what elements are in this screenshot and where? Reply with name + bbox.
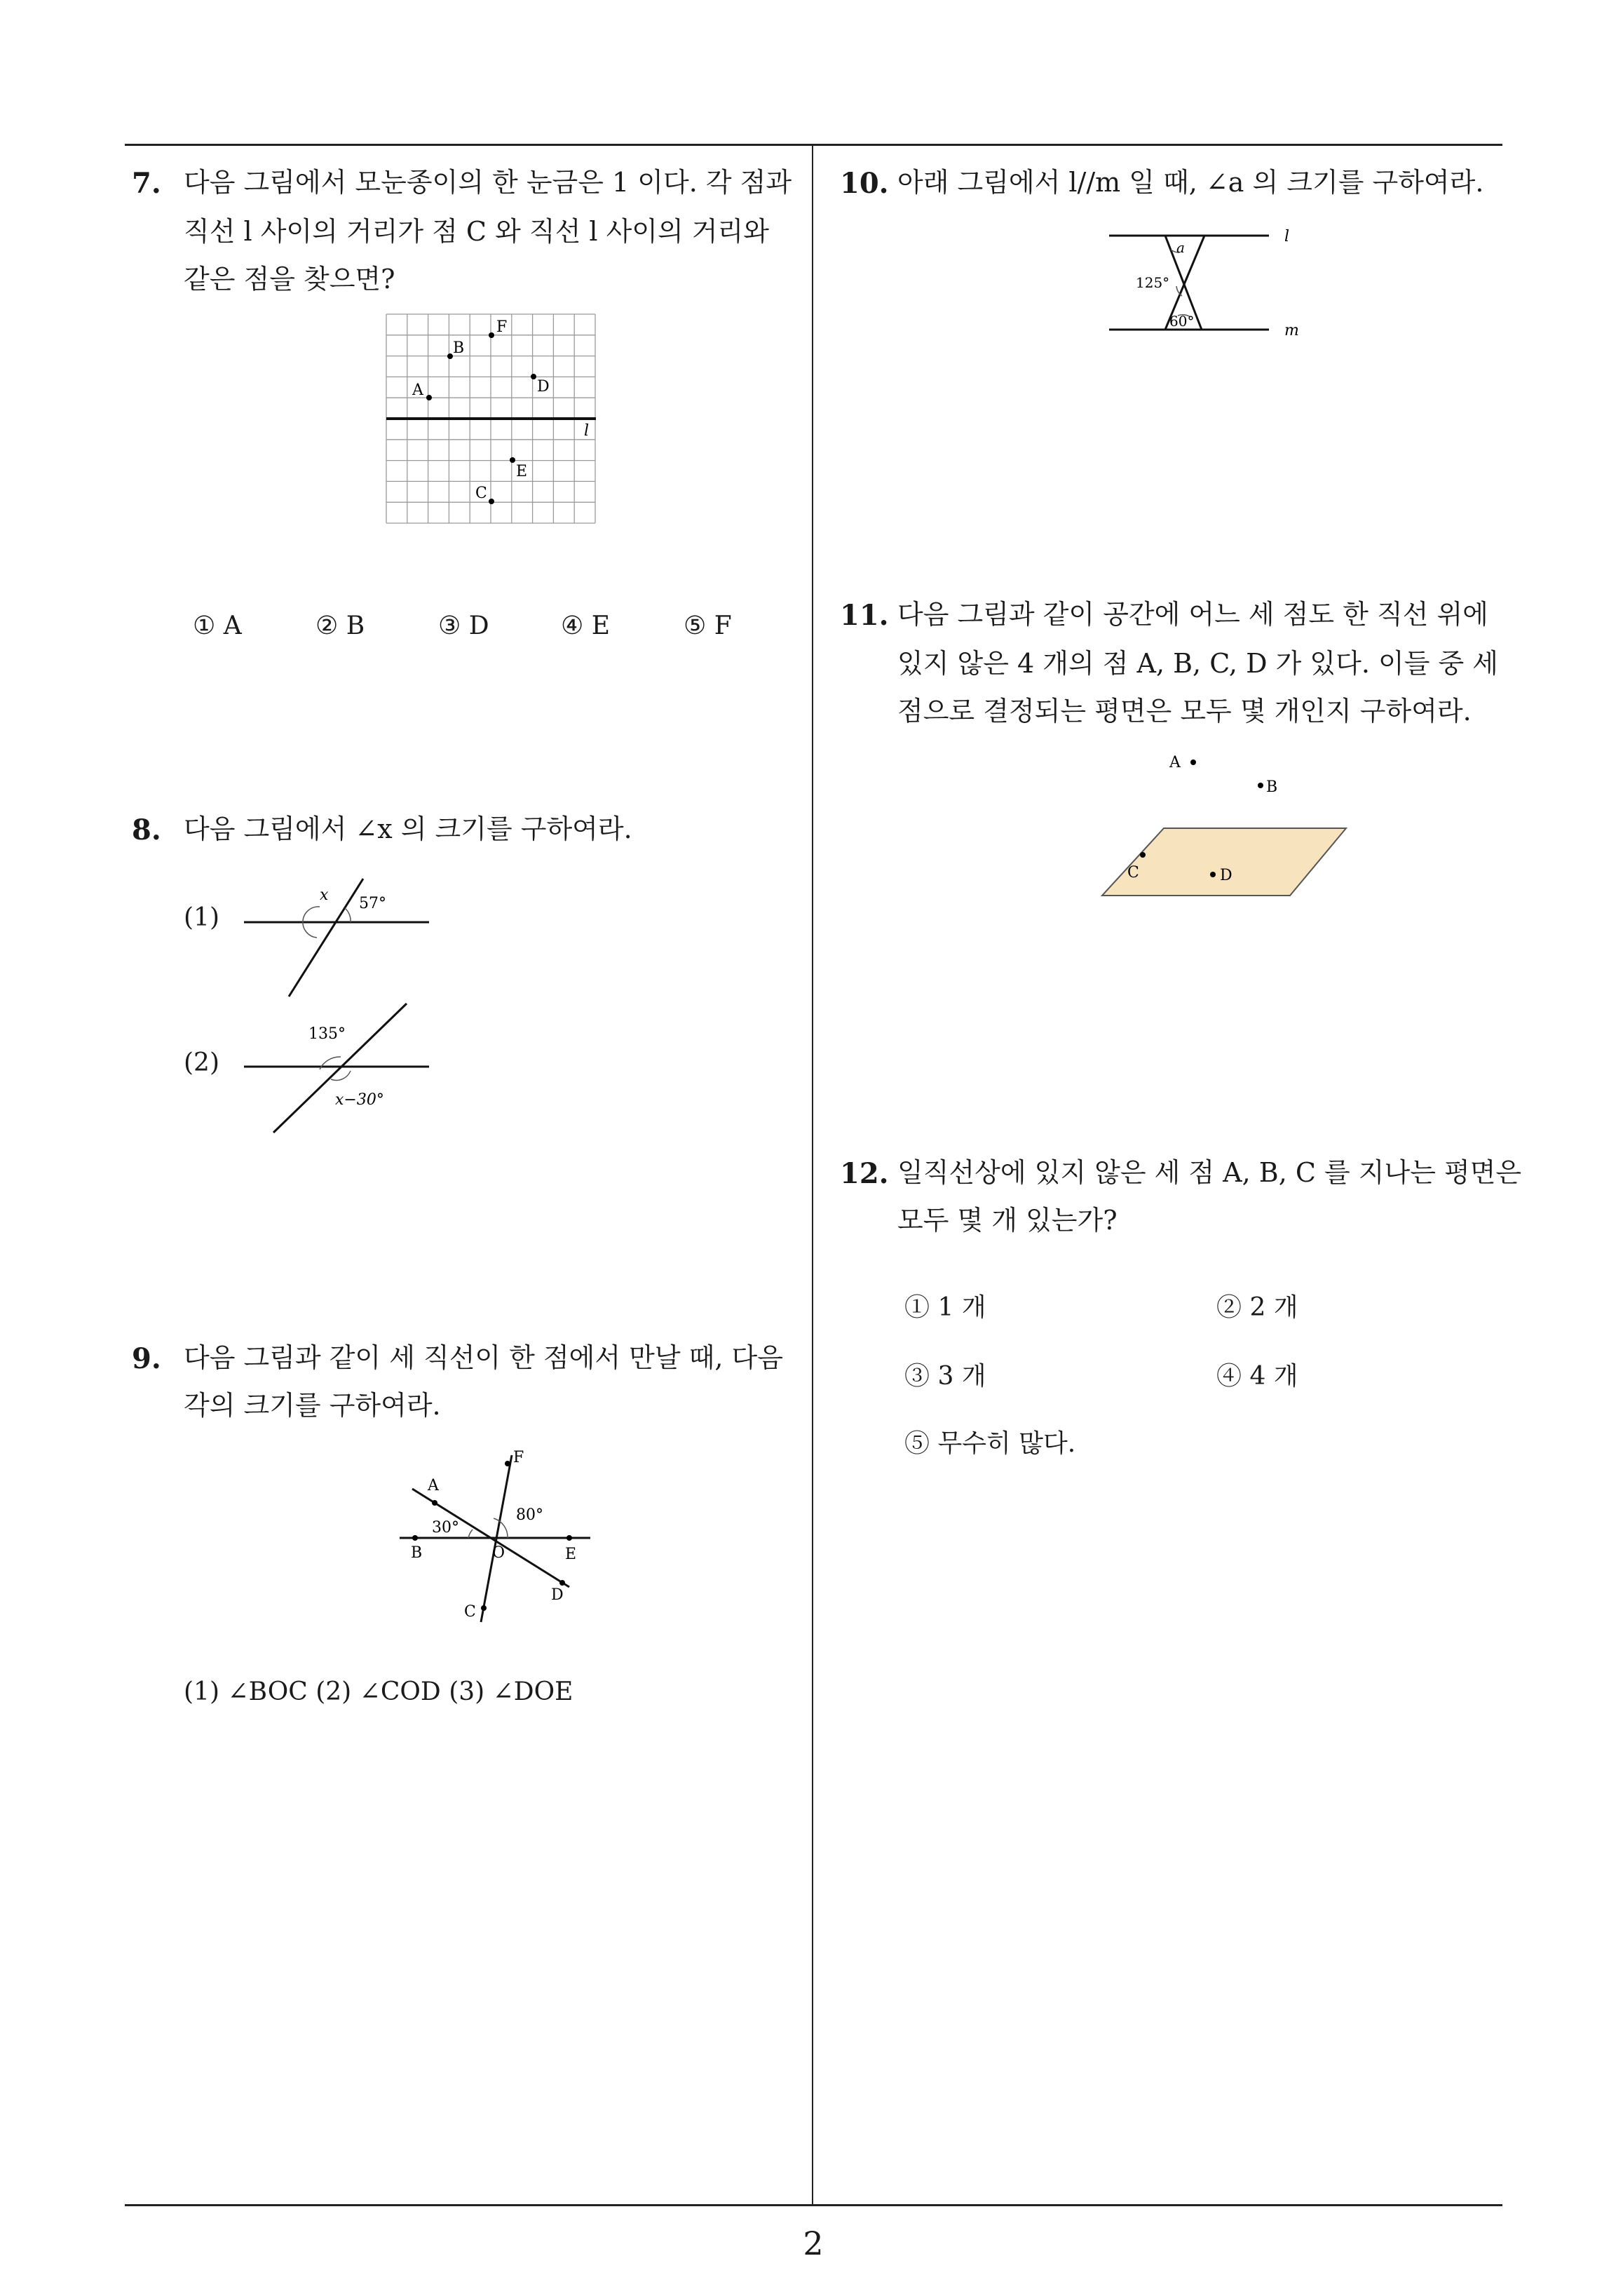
question-text-line: 다음 그림과 같이 세 직선이 한 점에서 만날 때, 다음 [184,1342,783,1373]
question-number: 11. [840,599,889,632]
choice-5[interactable]: ⑤ 무수히 많다. [904,1429,1076,1458]
point-c-label: C [475,485,487,502]
choice-4[interactable]: ④ E [561,612,610,640]
label-125: 125° [1136,274,1170,291]
point-f-label: F [496,318,508,336]
point-b-label: B [453,339,465,357]
question-number: 10. [840,167,889,200]
question-text: 아래 그림에서 l//m 일 때, ∠a 의 크기를 구하여라. [897,167,1484,198]
choice-5[interactable]: ⑤ F [684,612,732,640]
question-text-line: 있지 않은 4 개의 점 A, B, C, D 가 있다. 이들 중 세 [897,648,1498,679]
plane-figure [1087,747,1367,908]
label-a: A [428,1477,439,1494]
three-lines-figure [393,1441,603,1630]
question-text-line: 다음 그림에서 모눈종이의 한 눈금은 1 이다. 각 점과 [184,167,792,198]
label-b: B [411,1544,423,1562]
question-text-line: 같은 점을 찾으면? [184,264,395,295]
angle-figure-2 [238,999,442,1147]
label-a: a [1176,239,1185,256]
question-number: 9. [132,1342,161,1375]
label-c: C [1127,864,1139,882]
question-text-line: 모두 몇 개 있는가? [897,1205,1118,1236]
part-1-label: (1) [184,903,219,932]
point-d-label: D [537,378,550,396]
point-c [489,499,494,504]
choice-2[interactable]: ② 2 개 [1216,1293,1298,1322]
choice-3[interactable]: ③ D [438,612,489,640]
label-m: m [1284,322,1299,339]
angle-expr-label: x−30° [335,1091,384,1109]
angle-57-label: 57° [359,895,386,912]
parallel-lines-figure [1101,217,1311,344]
angle-figure-1 [238,873,435,1006]
label-30: 30° [432,1519,459,1537]
question-text: 다음 그림에서 ∠x 의 크기를 구하여라. [184,813,632,844]
grid-figure [384,312,602,529]
point-e-label: E [516,463,528,480]
label-d: D [1220,867,1232,884]
label-c: C [464,1603,476,1621]
label-e: E [565,1546,577,1563]
choice-4[interactable]: ④ 4 개 [1216,1362,1298,1391]
question-number: 8. [132,813,161,846]
label-60: 60° [1169,313,1195,330]
label-l: l [1284,228,1290,245]
page-number: 2 [803,2224,824,2262]
question-text-line: 일직선상에 있지 않은 세 점 A, B, C 를 지나는 평면은 [897,1157,1522,1188]
label-a: A [1169,754,1181,771]
label-b: B [1266,778,1278,796]
point-a [426,395,432,400]
choice-2[interactable]: ② B [315,612,365,640]
angle-x-label: x [320,886,329,904]
point-a-label: A [412,381,423,399]
choice-3[interactable]: ③ 3 개 [904,1362,986,1391]
question-text-line: 다음 그림과 같이 공간에 어느 세 점도 한 직선 위에 [897,599,1488,630]
question-text-line: 직선 l 사이의 거리가 점 C 와 직선 l 사이의 거리와 [184,216,769,247]
bottom-rule [125,2204,1502,2206]
label-o: O [492,1544,505,1562]
q9-parts: (1) ∠BOC (2) ∠COD (3) ∠DOE [184,1677,573,1706]
label-d: D [551,1586,564,1604]
column-divider [812,144,813,2206]
choice-1[interactable]: ① 1 개 [904,1293,986,1322]
question-text-line: 각의 크기를 구하여라. [184,1390,441,1421]
top-rule [125,144,1502,146]
point-f [489,332,494,338]
label-80: 80° [516,1506,543,1524]
label-f: F [513,1449,524,1466]
point-b [447,353,453,359]
plane [1102,828,1346,896]
point-d [531,374,536,379]
angle-135-label: 135° [308,1025,346,1043]
question-number: 12. [840,1157,889,1190]
choice-1[interactable]: ① A [193,612,242,640]
question-number: 7. [132,167,161,200]
line-l-label: l [584,422,590,440]
point-e [510,457,515,463]
question-text-line: 점으로 결정되는 평면은 모두 몇 개인지 구하여라. [897,696,1472,727]
part-2-label: (2) [184,1048,219,1077]
